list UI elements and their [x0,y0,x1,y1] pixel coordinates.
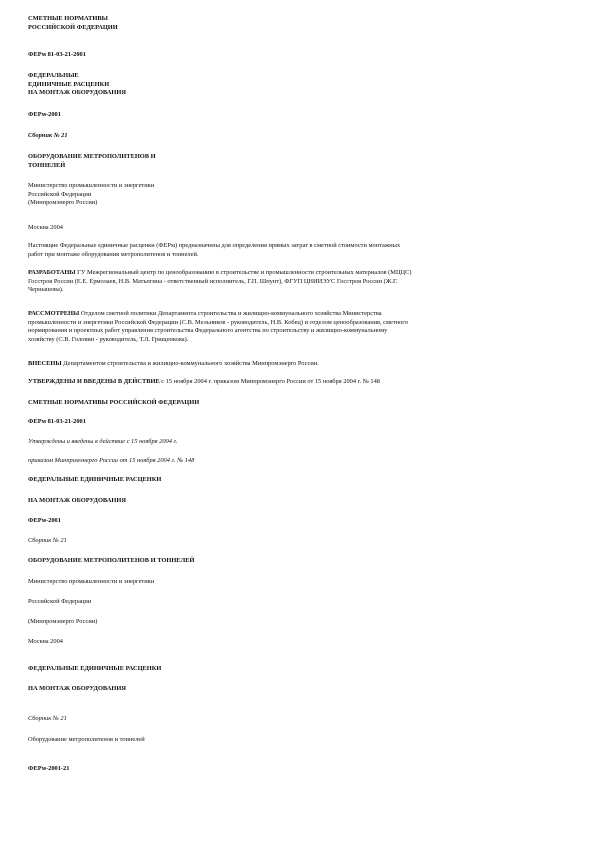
approved-date: Утверждены и введены в действие с 15 ноября 2004 г. [28,438,178,445]
federation-second: Российской Федерации [28,598,92,605]
city-year: Москва 2004 [28,224,63,231]
title-line: ОБОРУДОВАНИЕ МЕТРОПОЛИТЕНОВ И [28,153,156,160]
equipment-title-third: Оборудование метрополитенов и тоннелей [28,736,145,743]
developed-line: Чернышова). [28,286,64,294]
reviewed-line: хозяйству (С.В. Головин - руководитель, Т.Л. Грищенкова). [28,335,189,343]
title-line: ФЕДЕРАЛЬНЫЕ [28,72,79,79]
header-line: РОССИЙСКОЙ ФЕДЕРАЦИИ [28,23,118,31]
reviewed-label: РАССМОТРЕНЫ [28,310,80,317]
equipment-title-block [28,153,156,170]
equipment-title-second: ОБОРУДОВАНИЕ МЕТРОПОЛИТЕНОВ И ТОННЕЛЕЙ [28,557,195,564]
intro-line: работ при монтаже оборудования метрополитенов и тоннелей. [28,250,199,258]
introduced-text: Департаментом строительства и жилищно-коммунального хозяйства Минпромэнерго России. [61,360,319,367]
installation-title-third: НА МОНТАЖ ОБОРУДОВАНИЯ [28,685,126,692]
document-code: ФЕРм 81-03-21-2001 [28,51,86,58]
title-line: ТОННЕЛЕЙ [28,161,66,169]
ferm-code-third: ФЕРм-2001-21 [28,765,70,772]
ministry-line: Российской Федерации [28,190,92,198]
order-reference: приказом Минпромэнерго России от 15 ноября 2004 г. № 148 [28,457,195,464]
federal-title-block [28,72,126,98]
introduced-label: ВНЕСЕНЫ [28,360,62,367]
collection-number: Сборник № 21 [28,132,68,139]
ferm-label: ФЕРм-2001 [28,111,61,118]
ministry-line: Министерство промышленности и энергетики [28,182,155,189]
header-second: СМЕТНЫЕ НОРМАТИВЫ РОССИЙСКОЙ ФЕДЕРАЦИИ [28,399,200,406]
title-line: ЕДИНИЧНЫЕ РАСЦЕНКИ [28,80,110,88]
reviewed-line: нормирования и проектных работ управления строительства Федерального агентства по строительству и жилищно-коммунальному [28,327,388,335]
developed-label: РАЗРАБОТАНЫ [28,269,76,276]
ministry-abbrev-second: (Минпромэнерго России) [28,618,98,625]
ministry-second: Министерство промышленности и энергетики [28,578,155,585]
intro-line: Настоящие Федеральные единичные расценки (ФЕРм) предназначены для определения прямых затрат в сметной стоимости монтажных [28,242,401,249]
header-block [28,15,118,32]
approved-paragraph [28,378,380,387]
federal-title-second: ФЕДЕРАЛЬНЫЕ ЕДИНИЧНЫЕ РАСЦЕНКИ [28,476,162,483]
city-year-second: Москва 2004 [28,638,63,645]
ministry-block [28,182,154,208]
reviewed-text: Отделом сметной политики Департамента строительства и жилищно-коммунального хозяйства Министерства [79,310,382,317]
collection-number-second: Сборник № 21 [28,537,67,544]
developed-line: Госстроя России (Е.Е. Ермолаев, Н.В. Матьпгина - ответственный исполнитель, Г.П. Шпунт), ФГУП ЦНИИЭУС Госстроя России (Ж.Г. [28,277,398,285]
introduced-paragraph [28,360,319,369]
reviewed-line: промышленности и энергетики Российской Федерации (С.В. Мельников - руководитель, Н.В. Кобец) и отделом ценообразования, сметного [28,318,408,326]
developed-paragraph [28,269,412,295]
collection-number-third: Сборник № 21 [28,715,67,722]
approved-label: УТВЕРЖДЕНЫ И ВВЕДЕНЫ В ДЕЙСТВИЕ [28,378,160,385]
developed-text: ГУ Межрегиональный центр по ценообразованию в строительстве и промышленности строительных материалов (МЦЦС) [75,269,412,276]
ministry-line: (Минпромэнерго России) [28,199,98,207]
ferm-label-second: ФЕРм-2001 [28,517,61,524]
reviewed-paragraph [28,310,408,344]
federal-title-third: ФЕДЕРАЛЬНЫЕ ЕДИНИЧНЫЕ РАСЦЕНКИ [28,665,162,672]
approved-text: с 15 ноября 2004 г. приказом Минпромэнерго России от 15 ноября 2004 г. № 148 [159,378,380,385]
document-code-second: ФЕРм 81-03-21-2001 [28,418,86,425]
intro-paragraph [28,242,400,259]
header-line: СМЕТНЫЕ НОРМАТИВЫ [28,15,108,22]
title-line: НА МОНТАЖ ОБОРУДОВАНИЯ [28,89,126,97]
installation-title-second: НА МОНТАЖ ОБОРУДОВАНИЯ [28,497,126,504]
